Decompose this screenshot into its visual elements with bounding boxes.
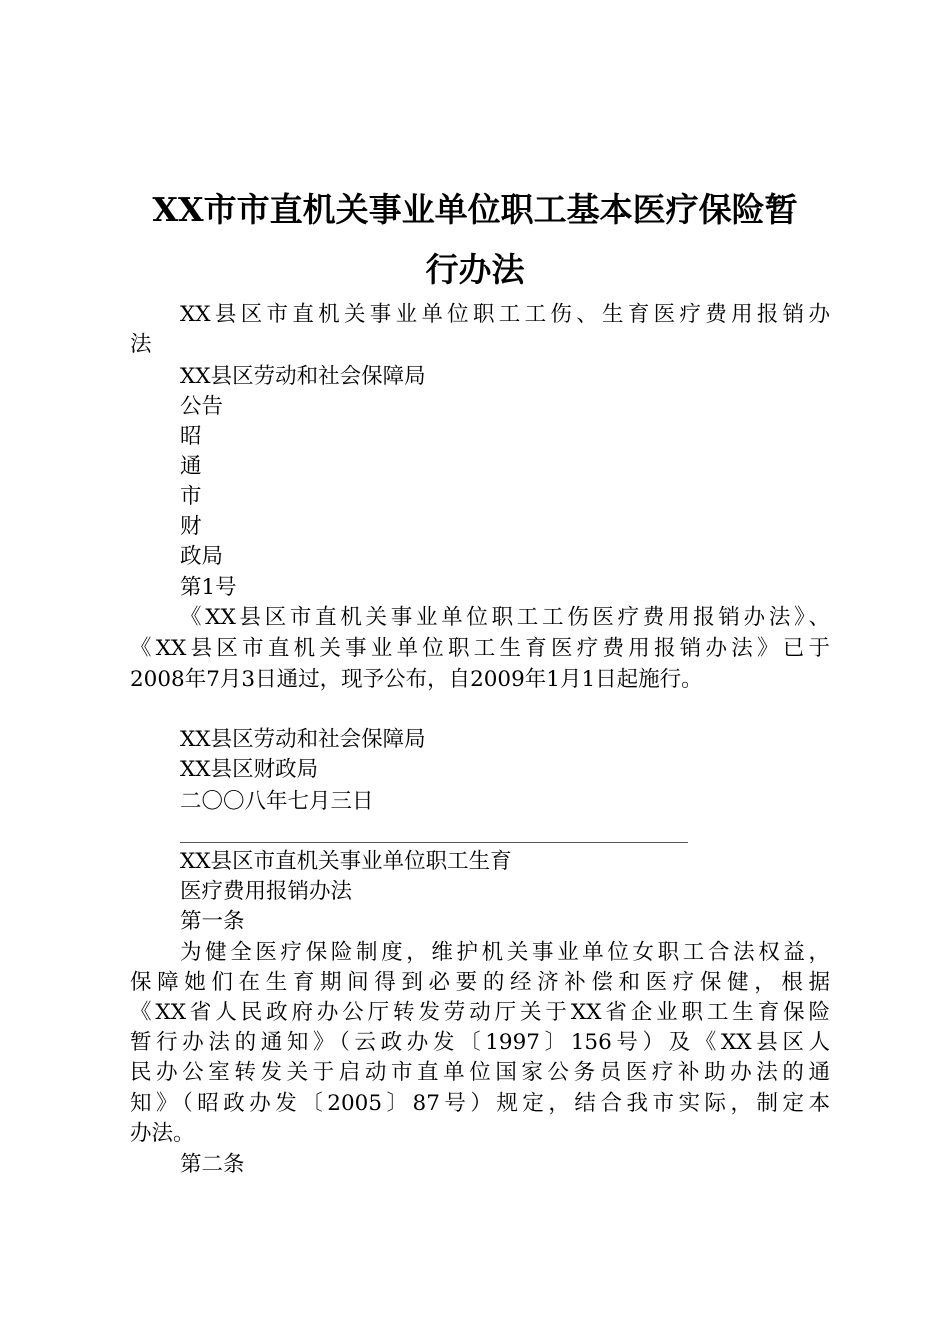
signature-date: 二〇〇八年七月三日 — [180, 789, 374, 814]
vertical-char-3: 市 — [180, 484, 202, 509]
issuer-line: XX县区劳动和社会保障局 — [180, 364, 426, 389]
article-1-text-line-6: 知》（昭政办发〔2005〕87号）规定，结合我市实际，制定本 — [130, 1091, 830, 1116]
measure-title-line-1: XX县区市直机关事业单位职工生育 — [180, 849, 512, 874]
signature-org-2: XX县区财政局 — [180, 757, 319, 782]
vertical-char-2: 通 — [180, 454, 202, 479]
section-divider — [180, 842, 688, 843]
article-1-text-line-4: 暂行办法的通知》（云政办发〔1997〕156号）及《XX县区人 — [130, 1030, 830, 1055]
article-1-text-line-1: 为健全医疗保险制度，维护机关事业单位女职工合法权益， — [180, 940, 830, 965]
announcement-line-1: 《XX县区市直机关事业单位职工工伤医疗费用报销办法》、 — [180, 605, 830, 630]
document-title-line-1: XX市市直机关事业单位职工基本医疗保险暂 — [152, 190, 798, 229]
article-1-text-line-7: 办法。 — [130, 1121, 195, 1146]
measure-title-line-2: 医疗费用报销办法 — [180, 879, 353, 904]
notice-label: 公告 — [180, 394, 224, 419]
article-1-text-line-3: 《XX省人民政府办公厅转发劳动厅关于XX省企业职工生育保险 — [130, 1000, 830, 1025]
vertical-char-1: 昭 — [180, 424, 202, 449]
notice-number: 第1号 — [180, 575, 237, 600]
announcement-line-3: 2008年7月3日通过，现予公布，自2009年1月1日起施行。 — [130, 667, 703, 692]
signature-org-1: XX县区劳动和社会保障局 — [180, 727, 426, 752]
vertical-char-4: 财 — [180, 514, 202, 539]
heading-line-1: XX县区市直机关事业单位职工工伤、生育医疗费用报销办 — [180, 302, 830, 327]
article-1-heading: 第一条 — [180, 909, 245, 934]
document-title-line-2: 行办法 — [425, 250, 525, 289]
article-2-heading: 第二条 — [180, 1152, 245, 1177]
announcement-line-2: 《XX县区市直机关事业单位职工生育医疗费用报销办法》已于 — [130, 636, 830, 661]
vertical-char-last: 政局 — [180, 544, 224, 569]
article-1-text-line-5: 民办公室转发关于启动市直单位国家公务员医疗补助办法的通 — [130, 1060, 830, 1085]
article-1-text-line-2: 保障她们在生育期间得到必要的经济补偿和医疗保健，根据 — [130, 970, 830, 995]
heading-line-2: 法 — [130, 332, 152, 357]
